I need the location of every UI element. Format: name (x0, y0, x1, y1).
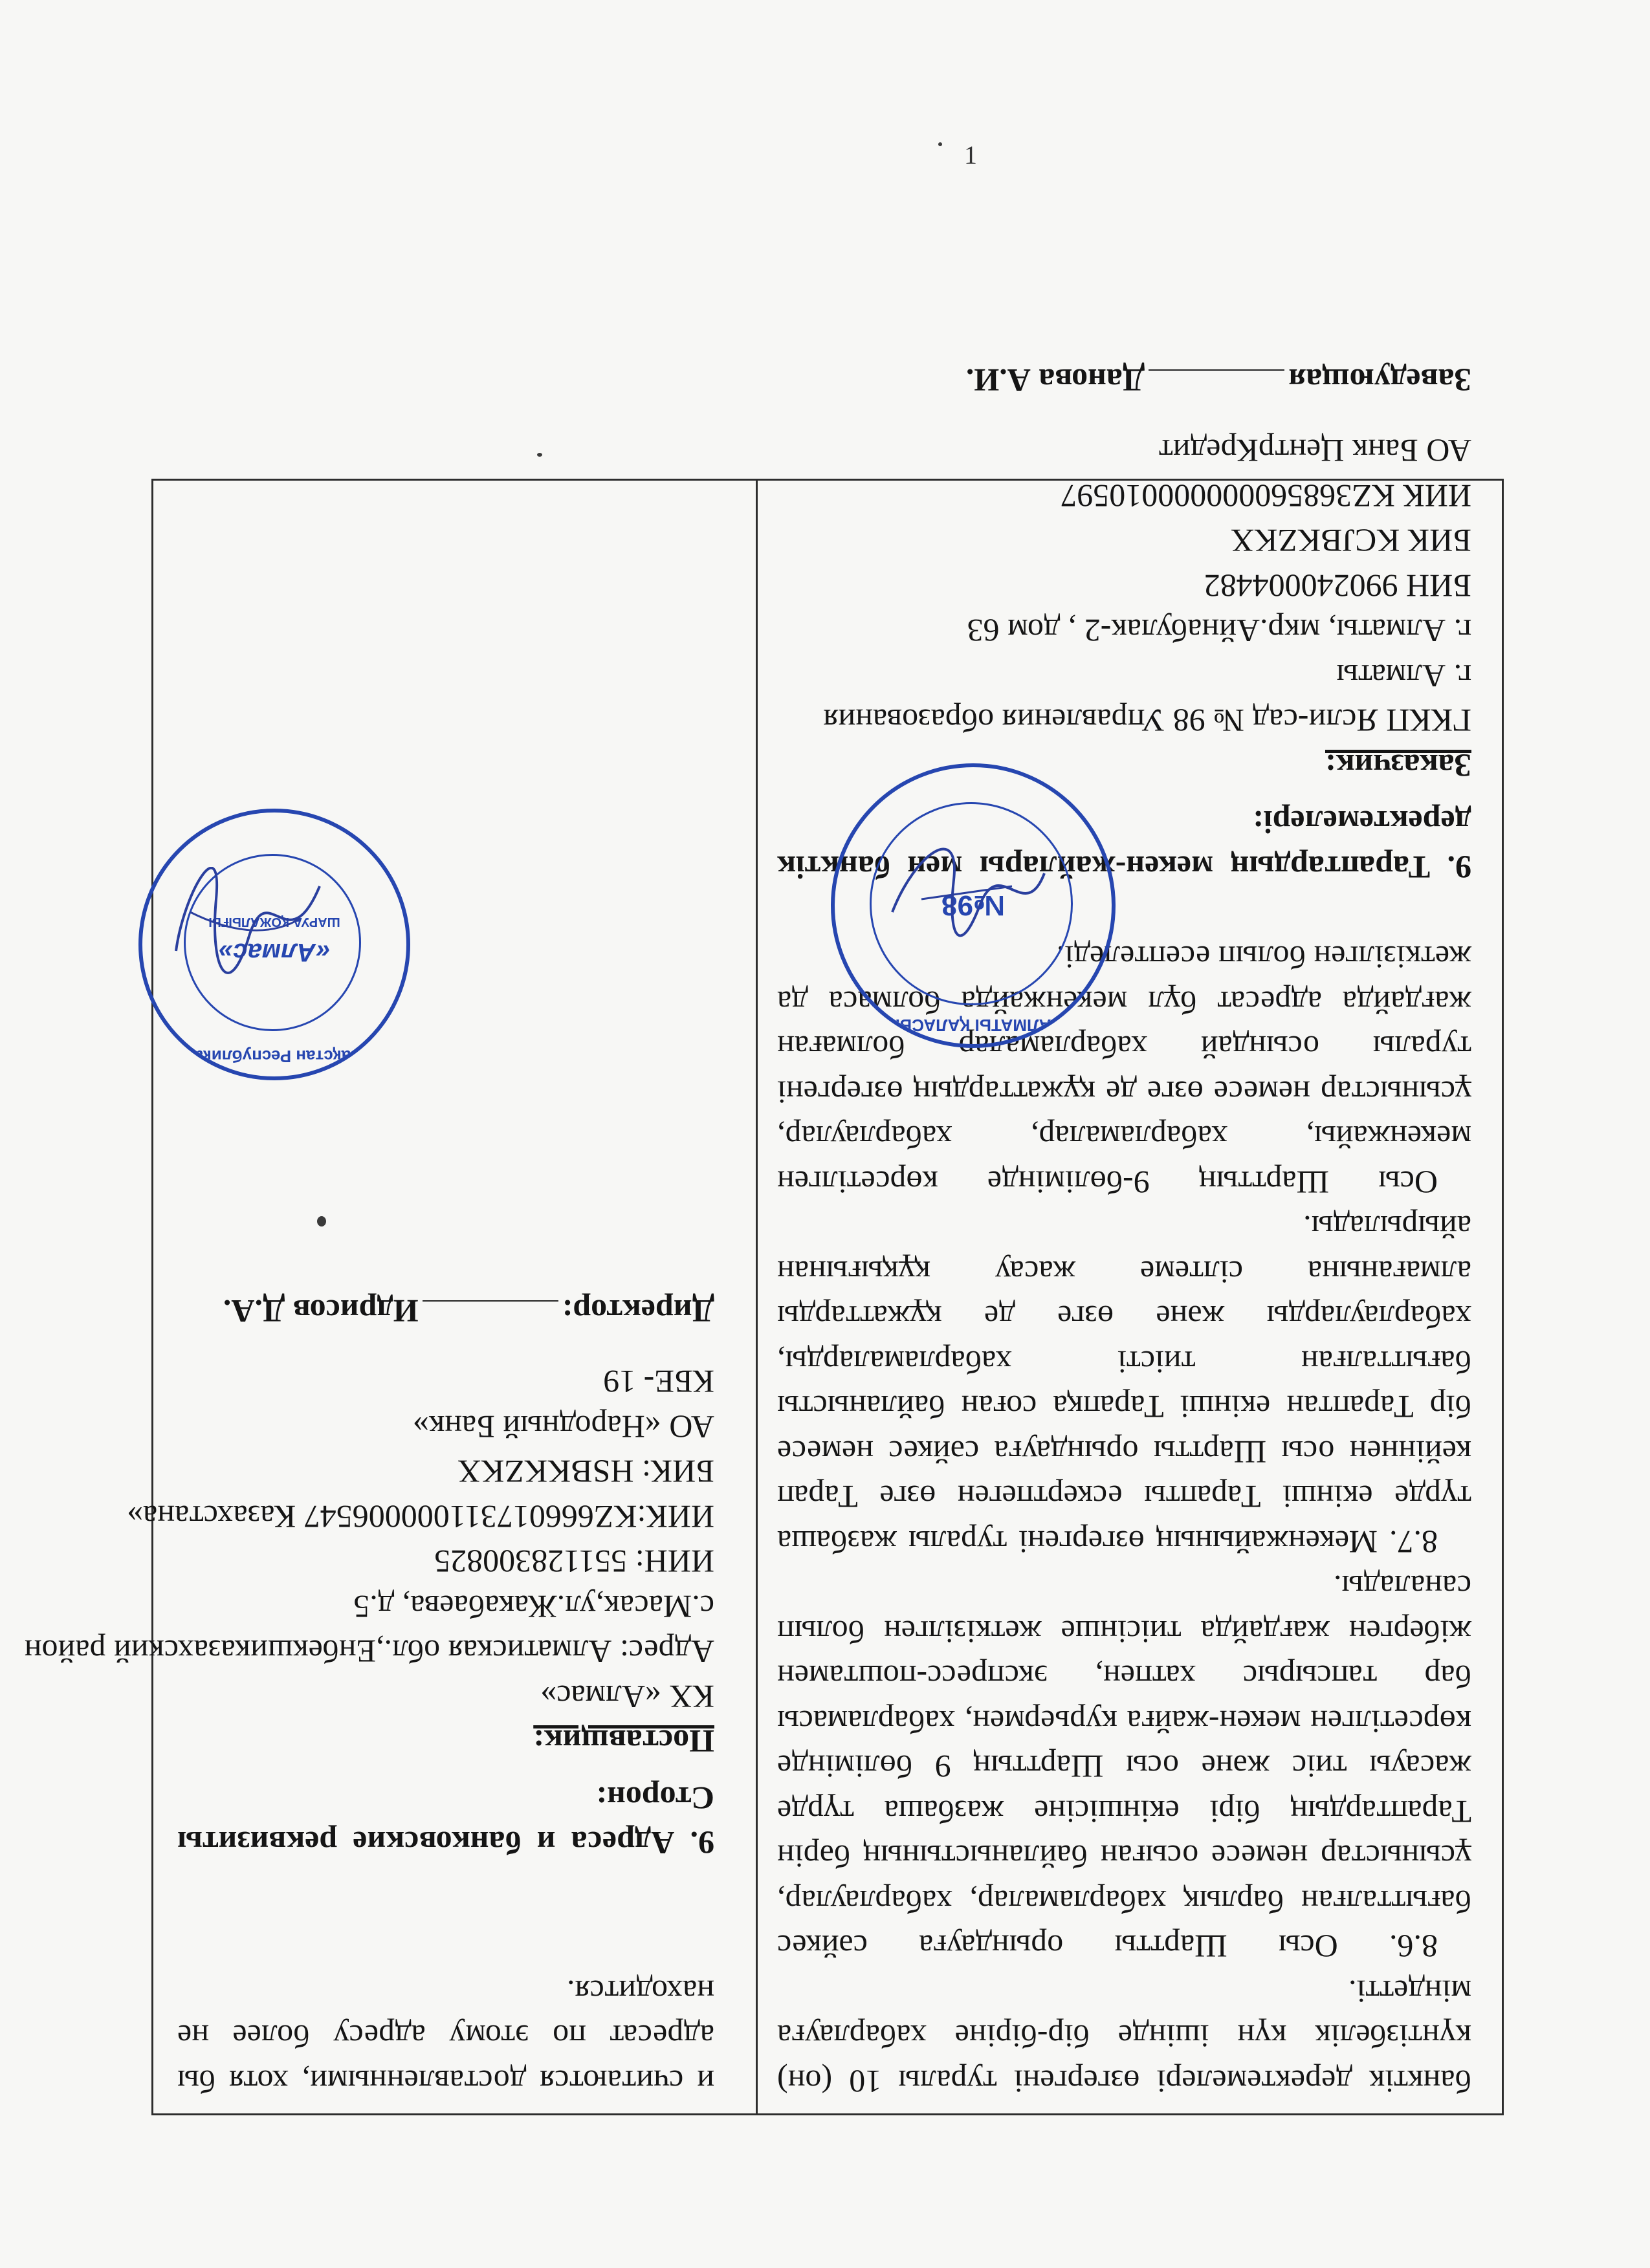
stamp-core-text: №98 (941, 889, 1005, 921)
stamp-core-text: «Алмас» (218, 938, 331, 966)
detail-line: с.Масак,ул.Жакабаева, д.5 (353, 1589, 714, 1625)
signature-blank (423, 1300, 558, 1327)
stamp-sub-text: ШАРУА ҚОЖАЛЫҒЫ (208, 915, 340, 929)
paragraph: 8.7. Мекенжайының өзгергені туралы жазбаша түрде екінші Тарапты ескертпеген өзге Тарап кейіннен осы Шартты орындауға сәйкес немесе бір Тараптан екінші Тарапқа соған байланысты бағытталған тиісті хабарламаларды, хабарлауларды және өзге де құжаттарды алмағанына сілтеме жасау құқығынан айырылады. (777, 1209, 1471, 1560)
detail-line: г. Алматы, мкр.Айнабулак-2 , дом 63 (967, 613, 1471, 649)
paragraph: 8.6. Осы Шартты орындауға сәйкес бағытталған барлық хабарламалар, хабарлаулар, ұсыныстар немесе осыған байланыстының бәрін Тараптардың бірі екіншісіне жазбаша түрде жасауы тиіс және осы Шарттың 9 бөлімінде көрсетілген мекен-жайға курьермен, хабарламасы бар тапсырыс хатпен, экспресс-поштамен жіберген жағдайда тиісінше жеткізілген болып саналады. (777, 1569, 1471, 1965)
detail-line: КБЕ- 19 (603, 1364, 714, 1401)
paragraph: банктік деректемелері өзгергені туралы 10 (он) күнтізбелік күн ішінде бір-біріне хабарлауға міндетті. (777, 1974, 1471, 2100)
detail-line: ИИК KZ368560000000010597 (1061, 478, 1471, 514)
paragraph: Осы Шарттың 9-бөлімінде көрсетілген мекенжайы, хабарламалар, хабарлаулар, ұсыныстар немесе өзге де құжаттардың өзгергені туралы осындай хабарламалар болмаған жағдайда адресат бұл мекенжайда болмаса да жеткізілген болып есептеледі. (777, 939, 1471, 1201)
paragraph: и считаются доставленными, хотя бы адресат по этому адресу более не находится. (177, 1974, 714, 2100)
scan-speck (537, 453, 542, 457)
signature-role: Заведующая (1288, 362, 1471, 398)
scan-speck (938, 142, 942, 146)
detail-line: Адрес: Алматиская обл.,Енбекшиказахский район (24, 1633, 714, 1670)
detail-line: БИН 990240004482 (1204, 568, 1471, 604)
signature-line (177, 1289, 714, 1334)
section-heading: 9. Тараптардың мекен-жайлары мен банктік деректемелері: (777, 804, 1471, 886)
detail-line: КХ «Алмас» (540, 1679, 714, 1715)
party-details (777, 428, 1471, 743)
russian-column (24, 1289, 747, 2104)
column-divider (756, 479, 758, 2115)
supplier-signature (171, 867, 326, 977)
signature-name: Идрисов Д.А. (223, 1293, 419, 1329)
detail-line: АО «Народный Банк» (412, 1409, 714, 1445)
page-mark: 1 (964, 140, 977, 169)
contract-sheet (24, 362, 1504, 2115)
kazakh-column (763, 358, 1504, 2104)
stamp-ring-text: АЛМАТЫ ҚАЛАСЫ (895, 1016, 1051, 1035)
signature-role: Директор: (562, 1293, 714, 1329)
detail-line: г. Алматы (1336, 658, 1471, 694)
customer-signature (883, 841, 1051, 951)
signature-line (777, 358, 1471, 403)
detail-line: БИК KCJBKZKX (1231, 523, 1471, 560)
detail-line: АО Банк ЦентрКредит (1158, 433, 1471, 470)
detail-line: ГККП Ясли-сад № 98 Управления образования (823, 703, 1471, 739)
party-details (24, 1359, 714, 1719)
stamp-ring-text: Қазақстан Республикасы (170, 1047, 379, 1066)
signature-blank (1149, 369, 1284, 397)
detail-line: ИИН: 551128300825 (434, 1543, 714, 1580)
signature-name: Данова А.И. (965, 362, 1145, 398)
section-heading: 9. Адреса и банковские реквизиты Сторон: (177, 1780, 714, 1862)
party-title: Поставщик: (533, 1723, 714, 1760)
detail-line: БИК: HSBKKZKX (457, 1454, 714, 1490)
party-title: Заказчик: (1325, 748, 1471, 784)
detail-line: ИИК:KZ666017311000006547 Казахстана» (127, 1499, 714, 1535)
